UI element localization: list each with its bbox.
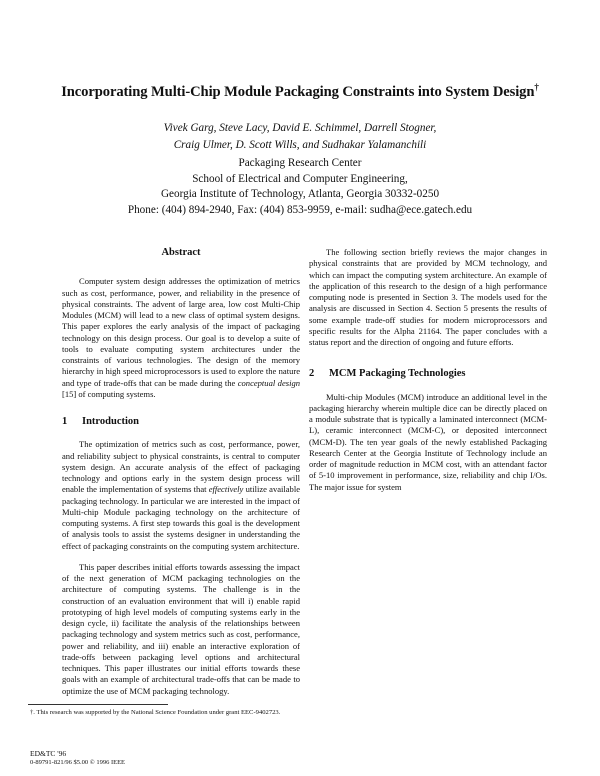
conference-info — [30, 750, 125, 767]
affiliation-institute: Georgia Institute of Technology, Atlanta, Georgia 30332-0250 — [160, 188, 440, 200]
authors-line-1: Vivek Garg, Steve Lacy, David E. Schimmel, Darrell Stogner, — [163, 122, 437, 134]
section-1-heading: 1 Introduction — [62, 416, 139, 427]
authors-line-2: Craig Ulmer, D. Scott Wills, and Sudhakar Yalamanchili — [173, 139, 427, 151]
footnote-divider — [28, 704, 168, 705]
title-text: Incorporating Multi-Chip Module Packaging Constraints into System Design — [61, 83, 535, 100]
intro-paragraph-1: The optimization of metrics such as cost, performance, power, and reliability subject to physical constraints, is central to computer system design. An accurate analysis of the effect of packaging technology and options early in the system design process will enable the implementation of systems that effectively utilize available packaging technology. In particular we are interested in the impact of Multi-chip Module packaging technology on the architecture of computing systems. A first step towards this goal is the development of analysis tools to assist the systems designer in understanding the effect of packaging constraints on the computing system architecture. — [62, 439, 301, 551]
intro-paragraph-3: The following section briefly reviews the major changes in physical constraints that are provided by MCM technology, and which can impact the computing system architecture. An example of the application of this research to the design of a high performance computing node is presented in Section 3. The models used for the analysis are discussed in Section 4. Section 5 presents the results of some example trade-off studies for modern microprocessors and specific results for the Alpha 21164. The paper concludes with a status report and the direction of ongoing and future efforts. — [309, 247, 547, 347]
abstract-paragraph: Computer system design addresses the optimization of metrics such as cost, performance, power, and reliability in the presence of physical constraints. The advent of large area, low cost Multi-Chip Modules (MCM) will lead to a new class of optimal system designs. This paper explores the early analysis of the impact of packaging technology on this design process. Our goal is to develop a suite of tools to evaluate computing system architectures under the constraints of various technologies. The design of the memory hierarchy in high speed microprocessors is used to explore the nature and type of trade-offs that can be made during the conceptual design [15] of computing systems. — [62, 276, 300, 399]
affiliation-center: Packaging Research Center — [238, 157, 362, 169]
affiliation-school: School of Electrical and Computer Engineering, — [192, 172, 408, 185]
intro-paragraph-2: This paper describes initial efforts towards assessing the impact of the next generation of MCM packaging technologies on the architecture of computing systems. The challenge is in the construction of an evaluation environment that will i) enable rapid prototyping of high level models of computing systems early in the design cycle, ii) facilitate the analysis of the relationships between packaging technology and system metrics such as cost, performance, power and reliability, and iii) enable an interactive exploration of trade-offs between packaging level options and architectural techniques. This paper illustrates our initial efforts towards these goals with an example of architectural trade-offs that can be made to optimize the use of MCM packaging technology. — [62, 561, 300, 696]
footnote: †. This research was supported by the National Science Foundation under grant EEC-9402723. — [30, 709, 281, 716]
conference-name: ED&TC '96 — [30, 749, 67, 758]
author-list — [60, 120, 540, 154]
affiliation-contact: Phone: (404) 894-2940, Fax: (404) 853-9959, e-mail: sudha@ece.gatech.edu — [127, 203, 473, 216]
section-2-paragraph-1: Multi-chip Modules (MCM) introduce an additional level in the packaging hierarchy wherein multiple dice can be directly placed on a module substrate that is typically a laminated interconnect (MCM-L), ceramic interconnect (MCM-C), or deposited interconnect (MCM-D). The ten year goals of the newly established Packaging Research Center at the Georgia Institute of Technology include an order of magnitude reduction in MCM cost, with an attendant factor of 5-10 improvement in performance, size, reliability and chip I/Os. The major issue for system — [309, 391, 547, 492]
paper-title — [40, 82, 560, 101]
affiliation-block — [40, 156, 560, 218]
section-2-heading: 2 MCM Packaging Technologies — [309, 368, 466, 380]
abstract-heading: Abstract — [161, 247, 201, 258]
title-footnote-mark: † — [534, 82, 539, 92]
right-column — [309, 247, 547, 493]
left-column — [62, 247, 300, 697]
copyright-code: 0-89791-821/96 $5.00 © 1996 IEEE — [30, 758, 126, 766]
